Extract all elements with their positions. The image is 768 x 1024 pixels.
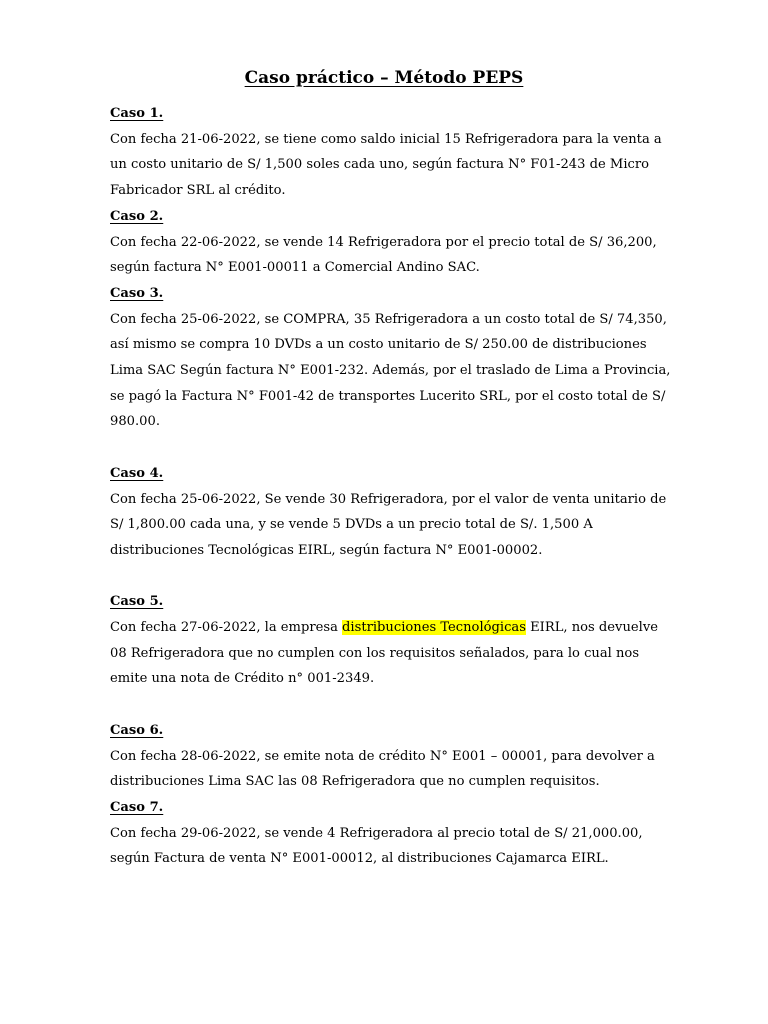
case-text bbox=[110, 487, 670, 564]
text-line: Con fecha 25-06-2022, se COMPRA, 35 Refrigeradora a un costo total de S/ 74,350, bbox=[110, 311, 667, 327]
text-line: según Factura de venta N° E001-00012, al distribuciones Cajamarca EIRL. bbox=[110, 851, 609, 867]
case-text bbox=[110, 307, 670, 436]
text-line: 08 Refrigeradora que no cumplen con los requisitos señalados, para lo cual nos bbox=[110, 645, 640, 661]
case-text bbox=[110, 230, 670, 281]
case-title: Caso 6. bbox=[110, 722, 164, 738]
text-line: emite una nota de Crédito n° 001-2349. bbox=[110, 671, 375, 687]
case-text bbox=[110, 744, 670, 795]
document-title: Caso práctico – Método PEPS bbox=[244, 68, 524, 88]
case-text bbox=[110, 127, 670, 204]
text-line: Lima SAC Según factura N° E001-232. Además, por el traslado de Lima a Provincia, bbox=[110, 363, 671, 379]
text-line: S/ 1,800.00 cada una, y se vende 5 DVDs a un precio total de S/. 1,500 A bbox=[110, 517, 593, 533]
blank-line bbox=[110, 692, 670, 718]
text-line: Con fecha 28-06-2022, se emite nota de crédito N° E001 – 00001, para devolver a bbox=[110, 748, 655, 764]
text-line: Fabricador SRL al crédito. bbox=[110, 183, 286, 199]
text-line: Con fecha 22-06-2022, se vende 14 Refrigeradora por el precio total de S/ 36,200, bbox=[110, 234, 657, 250]
case-7 bbox=[110, 795, 670, 872]
text-line: según factura N° E001-00011 a Comercial Andino SAC. bbox=[110, 260, 480, 276]
case-title: Caso 7. bbox=[110, 799, 164, 815]
document-body bbox=[110, 101, 670, 872]
case-4 bbox=[110, 461, 670, 564]
case-text bbox=[110, 821, 670, 872]
case-6 bbox=[110, 718, 670, 795]
case-title: Caso 4. bbox=[110, 465, 164, 481]
text-segment: EIRL, nos devuelve bbox=[525, 620, 658, 636]
text-line bbox=[110, 615, 670, 641]
text-line: un costo unitario de S/ 1,500 soles cada uno, según factura N° F01-243 de Micro bbox=[110, 157, 649, 173]
case-title: Caso 5. bbox=[110, 594, 164, 610]
text-segment: Con fecha 27-06-2022, la empresa bbox=[110, 620, 343, 636]
text-line: distribuciones Lima SAC las 08 Refrigeradora que no cumplen requisitos. bbox=[110, 774, 600, 790]
text-line: Con fecha 21-06-2022, se tiene como saldo inicial 15 Refrigeradora para la venta a bbox=[110, 131, 662, 147]
case-text bbox=[110, 615, 670, 692]
case-title: Caso 1. bbox=[110, 106, 164, 121]
highlighted-text: distribuciones Tecnológicas bbox=[342, 620, 526, 636]
text-line: 980.00. bbox=[110, 414, 160, 430]
blank-line bbox=[110, 435, 670, 461]
case-1 bbox=[110, 101, 670, 204]
text-line: se pagó la Factura N° F001-42 de transportes Lucerito SRL, por el costo total de S/ bbox=[110, 388, 666, 404]
blank-line bbox=[110, 564, 670, 590]
text-line: así mismo se compra 10 DVDs a un costo unitario de S/ 250.00 de distribuciones bbox=[110, 337, 647, 353]
text-line: Con fecha 25-06-2022, Se vende 30 Refrigeradora, por el valor de venta unitario de bbox=[110, 491, 667, 507]
text-line: Con fecha 29-06-2022, se vende 4 Refrigeradora al precio total de S/ 21,000.00, bbox=[110, 825, 643, 841]
case-2 bbox=[110, 204, 670, 281]
case-3 bbox=[110, 281, 670, 435]
text-line: distribuciones Tecnológicas EIRL, según factura N° E001-00002. bbox=[110, 542, 543, 558]
case-title: Caso 2. bbox=[110, 208, 164, 224]
case-5 bbox=[110, 589, 670, 692]
case-title: Caso 3. bbox=[110, 285, 164, 301]
